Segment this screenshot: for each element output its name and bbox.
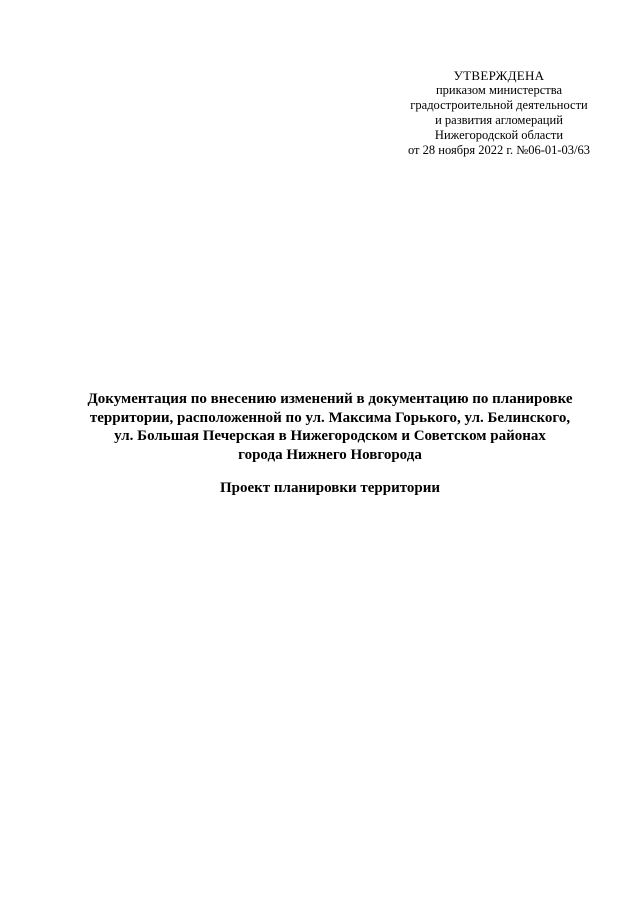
approval-order-date: от 28 ноября 2022 г. №06-01-03/63 [407,143,591,157]
approval-line: и развития агломераций [435,113,563,127]
title-line: города Нижнего Новгорода [238,446,422,463]
approval-line: приказом министерства [435,83,563,97]
approval-line: Нижегородской области [434,128,564,142]
title-line: ул. Большая Печерская в Нижегородском и Советском районах [114,428,546,444]
approval-line: градостроительной деятельности [410,98,588,112]
title-line: территории, расположенной по ул. Максима Горького, ул. Белинского, [89,409,571,426]
approval-heading: УТВЕРЖДЕНА [453,68,545,83]
document-subtitle: Проект планировки территории [219,480,441,496]
title-line: Документация по внесению изменений в документацию по планировке [87,391,573,407]
document-title [40,390,620,464]
approval-block [386,68,612,158]
